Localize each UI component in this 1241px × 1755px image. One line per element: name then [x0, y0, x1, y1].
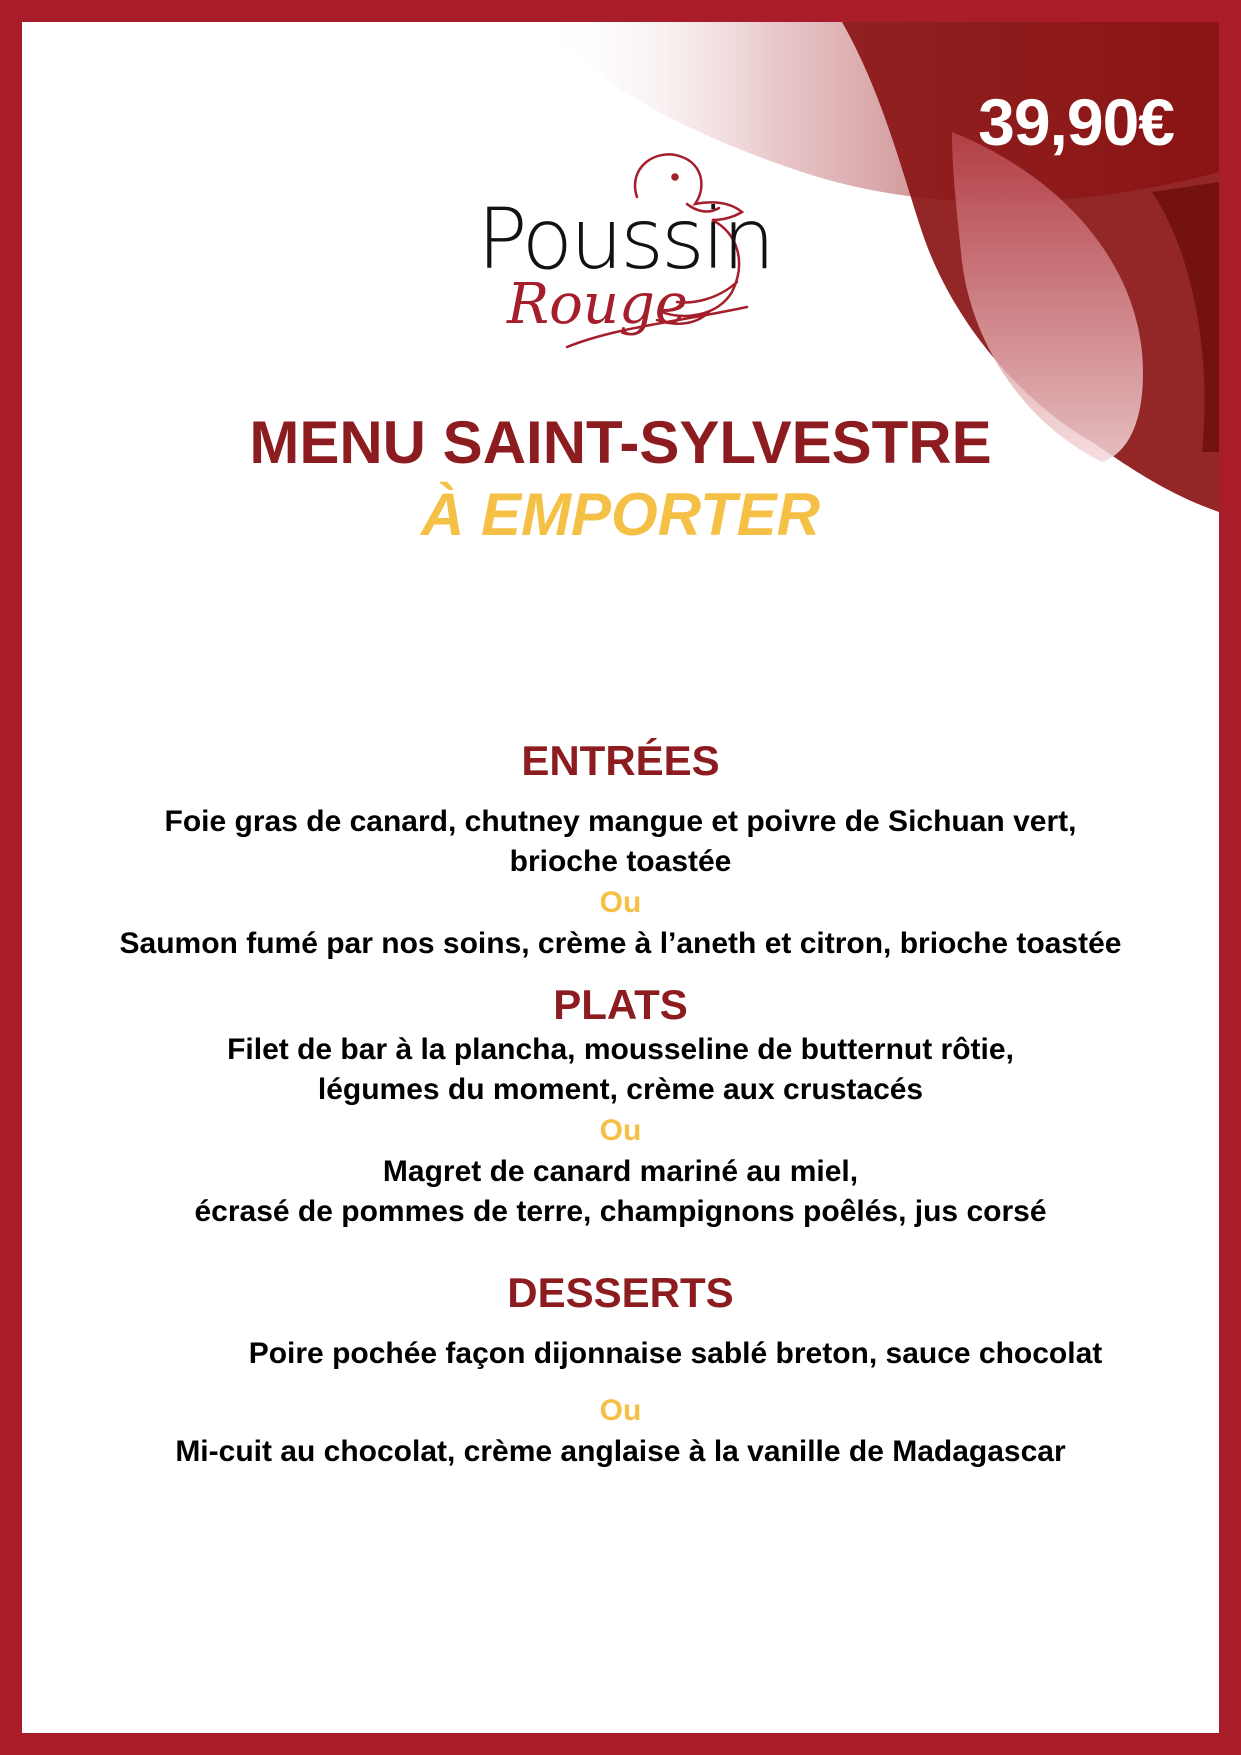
dish-line: Magret de canard mariné au miel, — [382, 1155, 859, 1188]
section-title-entrees: ENTRÉES — [521, 737, 720, 784]
dish-line: Saumon fumé par nos soins, crème à l’aneth et citron, brioche toastée — [119, 927, 1122, 960]
dish-line: brioche toastée — [509, 845, 732, 878]
page-subtitle: À EMPORTER — [421, 481, 820, 548]
logo-script: Rouge — [507, 272, 688, 337]
dish-line: écrasé de pommes de terre, champignons poêlés, jus corsé — [194, 1195, 1047, 1228]
section-title-desserts: DESSERTS — [507, 1269, 734, 1316]
logo-wordmark: Poussin — [477, 190, 773, 288]
dish-line: légumes du moment, crème aux crustacés — [317, 1073, 924, 1106]
dish-line: Poire pochée façon dijonnaise sablé breton, sauce chocolat — [248, 1337, 1103, 1370]
title-block — [22, 407, 1219, 551]
or-separator: Ou — [599, 886, 642, 919]
dish-line: Mi-cuit au chocolat, crème anglaise à la vanille de Madagascar — [175, 1435, 1066, 1468]
section-title-plats: PLATS — [553, 981, 688, 1028]
menu-content — [22, 736, 1219, 1472]
or-separator: Ou — [599, 1114, 642, 1147]
page-title: MENU SAINT-SYLVESTRE — [249, 409, 992, 476]
dish-line: Foie gras de canard, chutney mangue et poivre de Sichuan vert, — [164, 805, 1077, 838]
price-label: 39,90€ — [978, 85, 1174, 159]
logo — [447, 142, 827, 382]
dish-line: Filet de bar à la plancha, mousseline de butternut rôtie, — [227, 1033, 1014, 1066]
or-separator: Ou — [599, 1394, 642, 1427]
